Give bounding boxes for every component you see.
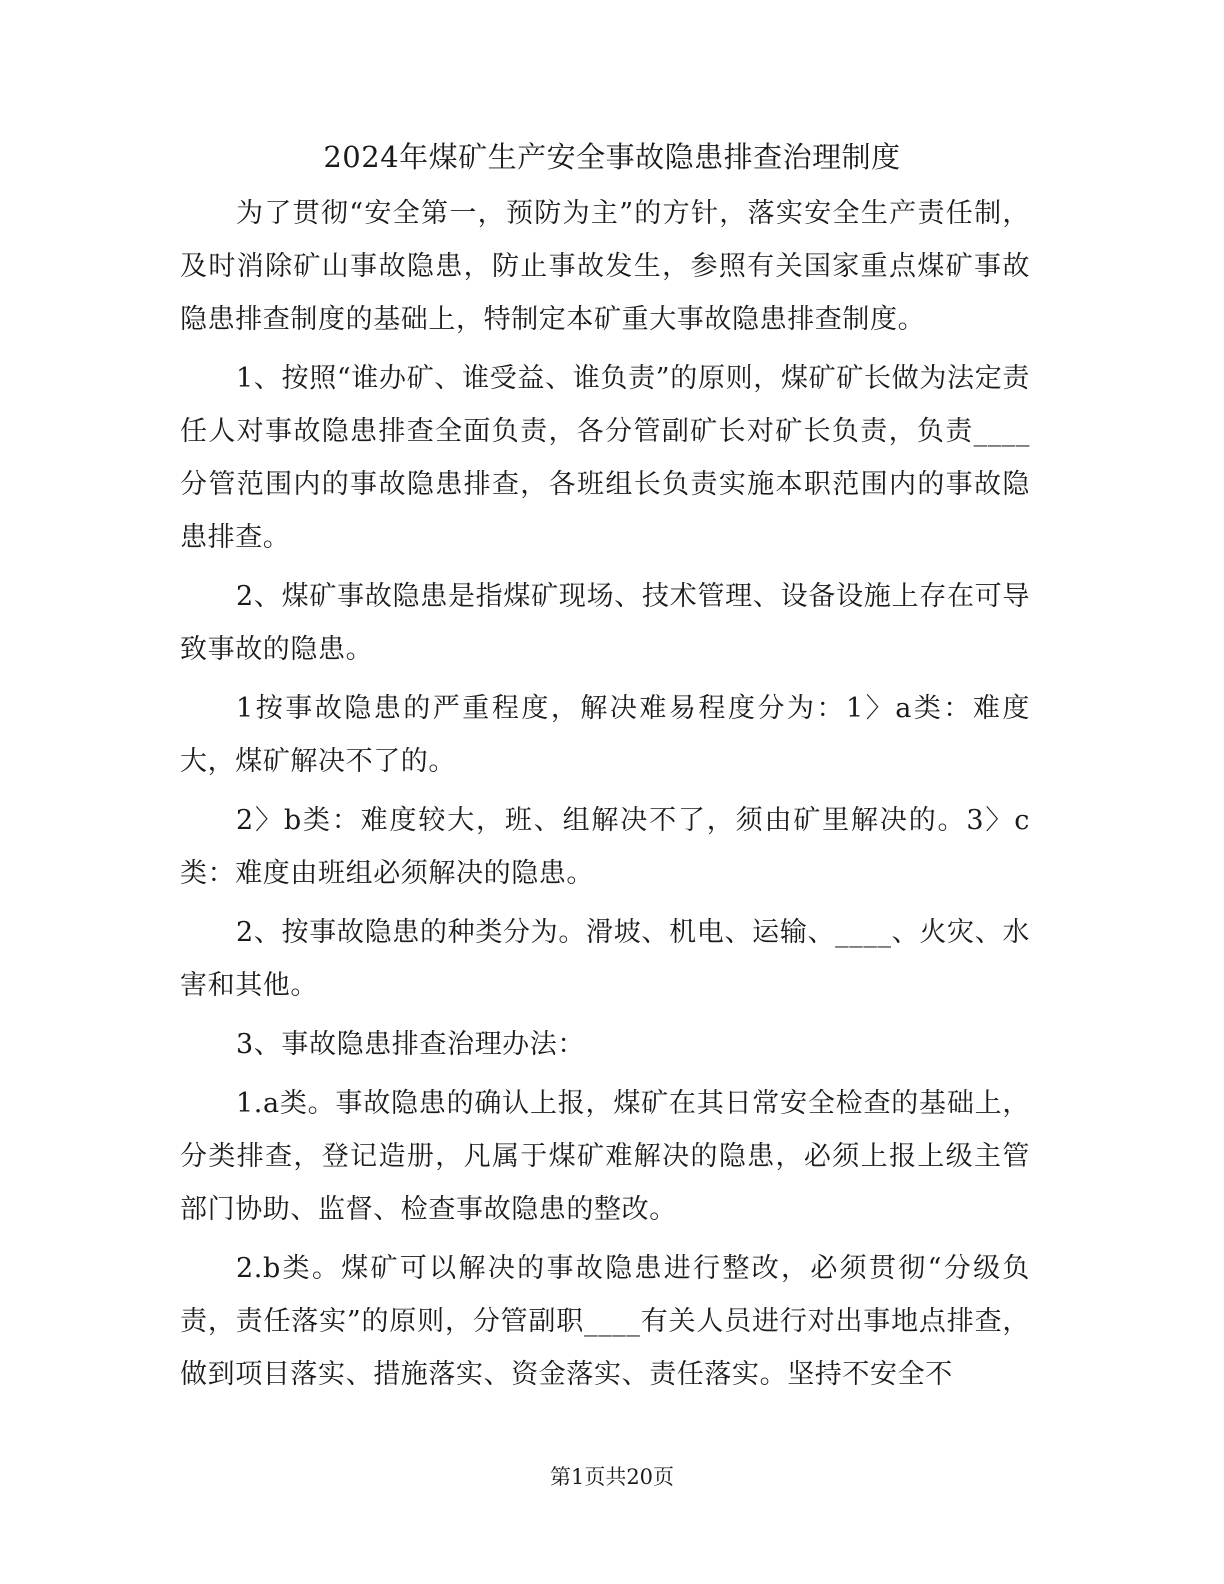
paragraph-3: 1按事故隐患的严重程度，解决难易程度分为：1〉a类：难度大，煤矿解决不了的。	[180, 693, 1030, 777]
paragraph-5: 2、按事故隐患的种类分为。滑坡、机电、运输、____、火灾、水害和其他。	[180, 917, 1030, 1001]
paragraph-4: 2〉b类：难度较大，班、组解决不了，须由矿里解决的。3〉c类：难度由班组必须解决的隐患。	[180, 805, 1030, 889]
paragraph-7: 1.a类。事故隐患的确认上报，煤矿在其日常安全检查的基础上，分类排查，登记造册，凡属于煤矿难解决的隐患，必须上报上级主管部门协助、监督、检查事故隐患的整改。	[180, 1088, 1030, 1225]
paragraph-6: 3、事故隐患排查治理办法：	[236, 1029, 585, 1060]
document-title: 2024年煤矿生产安全事故隐患排查治理制度	[323, 140, 901, 174]
paragraph-1: 1、按照“谁办矿、谁受益、谁负责”的原则，煤矿矿长做为法定责任人对事故隐患排查全面负责，各分管副矿长对矿长负责，负责____分管范围内的事故隐患排查，各班组长负责实施本职范围内的事故隐患排查。	[180, 363, 1030, 553]
paragraph-intro: 为了贯彻“安全第一，预防为主”的方针，落实安全生产责任制，及时消除矿山事故隐患，防止事故发生，参照有关国家重点煤矿事故隐患排查制度的基础上，特制定本矿重大事故隐患排查制度。	[180, 198, 1030, 335]
page-number: 第1页共20页	[549, 1465, 675, 1489]
paragraph-2: 2、煤矿事故隐患是指煤矿现场、技术管理、设备设施上存在可导致事故的隐患。	[180, 581, 1030, 665]
document-body	[180, 187, 1030, 1407]
paragraph-8: 2.b类。煤矿可以解决的事故隐患进行整改，必须贯彻“分级负责，责任落实”的原则，分管副职____有关人员进行对出事地点排查，做到项目落实、措施落实、资金落实、责任落实。坚持不安全不	[180, 1253, 1030, 1390]
